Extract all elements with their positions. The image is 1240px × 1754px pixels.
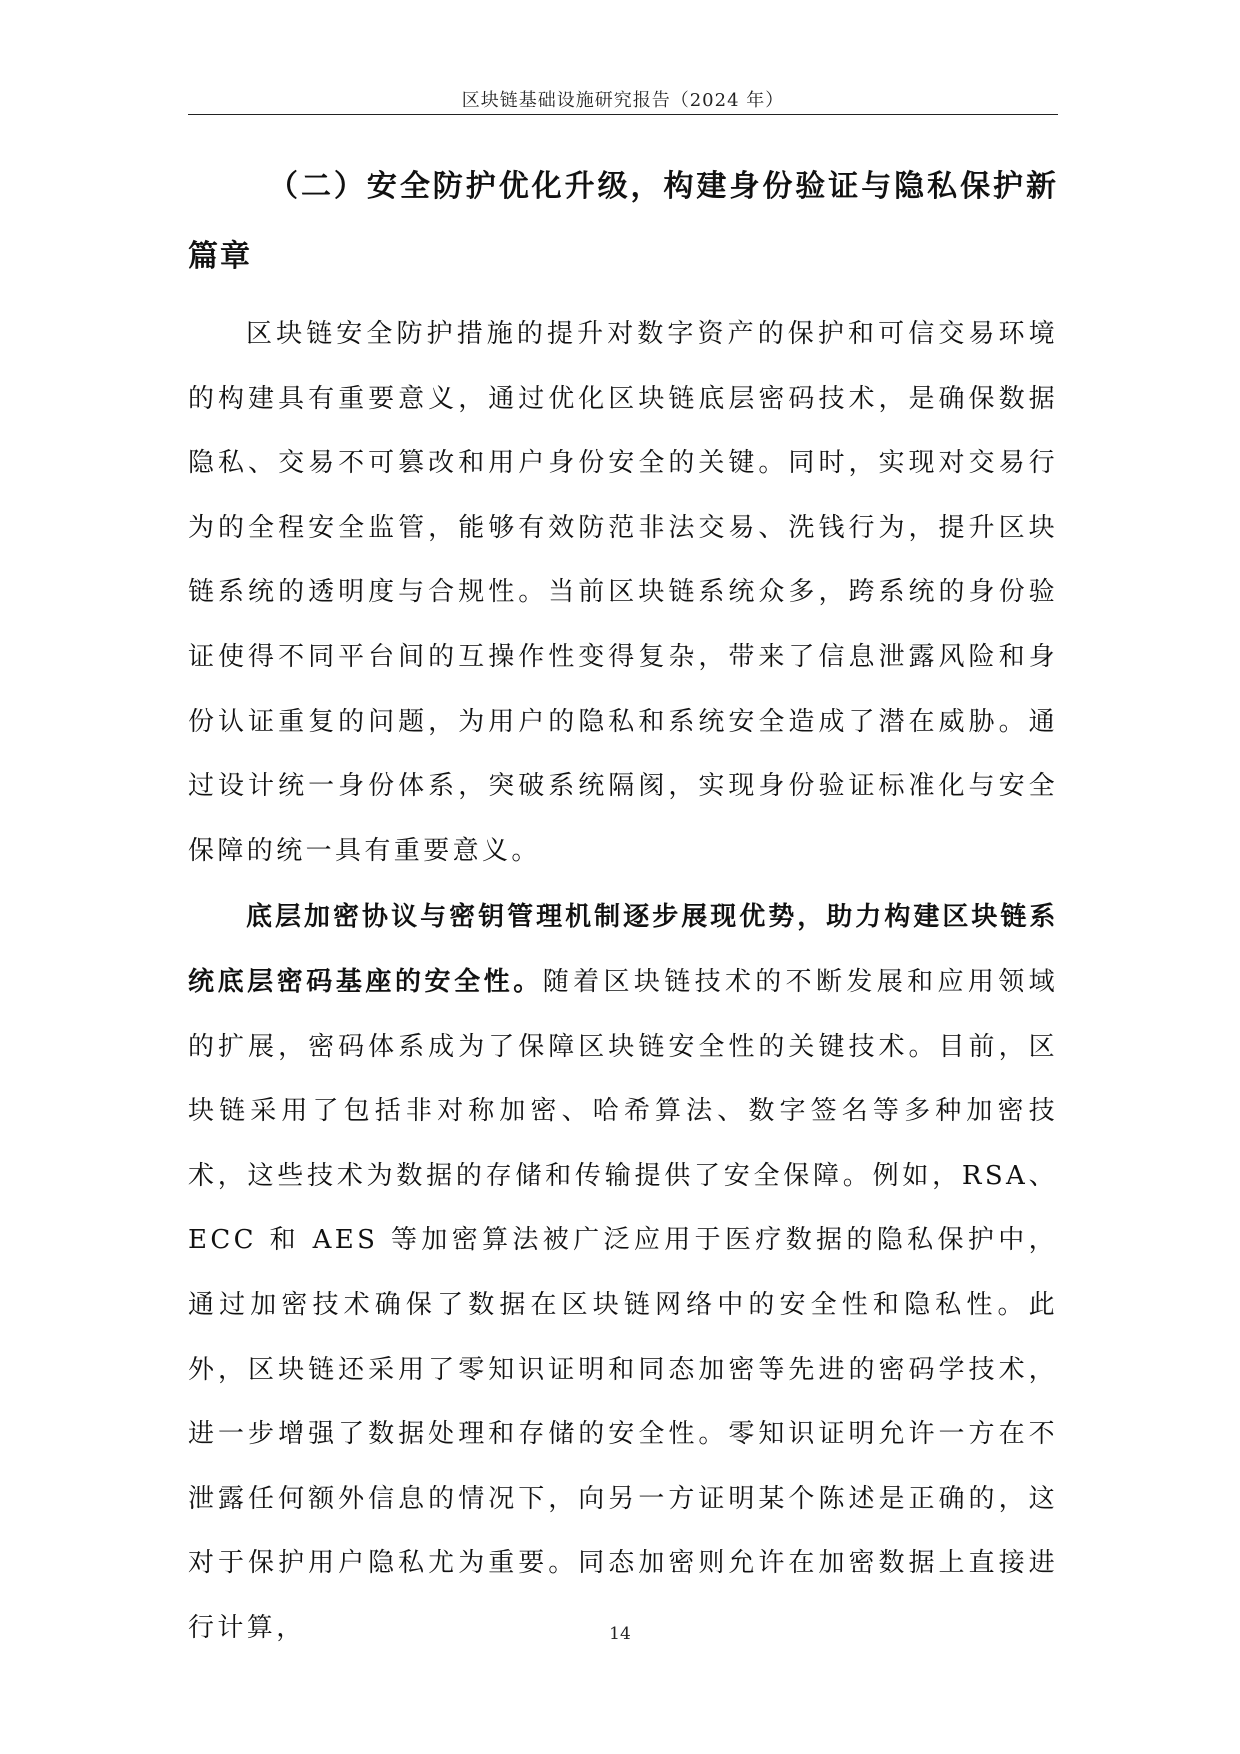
header-divider xyxy=(188,114,1058,115)
paragraph-lead-sentence: 底层加密协议与密钥管理机制逐步展现优势，助力构建区块链系统底层密码基座的安全性。 xyxy=(188,902,1058,997)
page-number: 14 xyxy=(609,1624,631,1644)
body-paragraph xyxy=(188,885,1058,1660)
section-title: （二）安全防护优化升级，构建身份验证与隐私保护新篇章 xyxy=(188,169,1058,274)
running-header: 区块链基础设施研究报告（2024 年） xyxy=(461,90,785,111)
page-body xyxy=(188,152,1058,1660)
body-paragraph: 区块链安全防护措施的提升对数字资产的保护和可信交易环境的构建具有重要意义，通过优化区块链底层密码技术，是确保数据隐私、交易不可篡改和用户身份安全的关键。同时，实现对交易行为的全程安全监管，能够有效防范非法交易、洗钱行为，提升区块链系统的透明度与合规性。当前区块链系统众多，跨系统的身份验证使得不同平台间的互操作性变得复杂，带来了信息泄露风险和身份认证重复的问题，为用户的隐私和系统安全造成了潜在威胁。通过设计统一身份体系，突破系统隔阂，实现身份验证标准化与安全保障的统一具有重要意义。 xyxy=(188,319,1058,866)
paragraph-body-text: 随着区块链技术的不断发展和应用领域的扩展，密码体系成为了保障区块链安全性的关键技术。目前，区块链采用了包括非对称加密、哈希算法、数字签名等多种加密技术，这些技术为数据的存储和传输提供了安全保障。例如，RSA、ECC 和 AES 等加密算法被广泛应用于医疗数据的隐私保护中，通过加密技术确保了数据在区块链网络中的安全性和隐私性。此外，区块链还采用了零知识证明和同态加密等先进的密码学技术，进一步增强了数据处理和存储的安全性。零知识证明允许一方在不泄露任何额外信息的情况下，向另一方证明某个陈述是正确的，这对于保护用户隐私尤为重要。同态加密则允许在加密数据上直接进行计算， xyxy=(188,966,1058,1643)
